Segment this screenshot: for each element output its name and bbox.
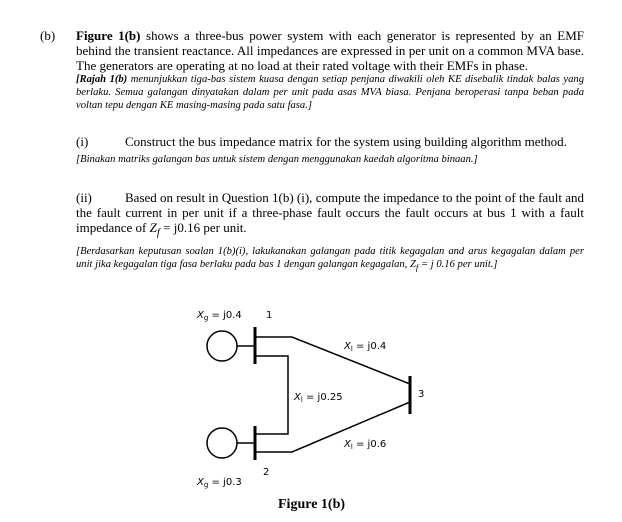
fault-impedance-value: = j0.16 [159,220,201,235]
generator-1-icon [207,331,237,361]
fault-impedance-subscript: f [156,226,160,239]
subquestion-ii-malay-text: [Berdasarkan keputusan soalan 1(b)(i), lakukanakan galangan pada titik kegagalan and arus kegagalan dalam per unit jika kegagalan tiga fasa berlaku pada bas 1 dengan galangan kegagalan, Z [76,245,584,270]
line-1-2-label: $X_l = j0.25$ [294,392,343,404]
intro-text: shows a three-bus power system with each generator is represented by an EMF behind the transient reactance. All impedances are expressed in per unit on a common MVA base. The generators are operating at no load at their rated voltage with their EMFs in phase. [76,28,585,73]
xg2-label: $X_g = j0.3$ [197,477,242,489]
xg1-label: $X_g = j0.4$ [197,310,242,322]
subquestion-ii-malay-subscript: f [415,261,419,272]
malay-figure-reference: [Rajah 1(b) [76,74,128,85]
line-2-3-label: $X_l = j0.6$ [344,439,387,451]
subquestion-ii-text: Based on result in Question 1(b) (i), compute the impedance to the point of the fault and the fault current in per unit if a three-phase fault occurs the fault occurs at bus 1 with a fault impedance of [76,190,584,235]
line-1-3 [255,337,410,384]
fault-impedance-symbol: Z [149,220,157,235]
subquestion-ii-number: (ii) [76,190,92,205]
generator-2-icon [207,428,237,458]
line-1-2 [255,356,288,434]
figure-reference: Figure 1(b) [76,28,141,43]
line-2-3 [255,402,410,452]
bus-3-label: 3 [418,389,425,400]
subquestion-i-text: Construct the bus impedance matrix for the system using building algorithm method. [125,134,567,149]
subquestion-i-malay: [Binakan matriks galangan bas untuk sistem dengan menggunakan kaedah algoritma binaan.] [76,154,478,165]
subquestion-i-number: (i) [76,134,89,149]
malay-intro-text: menunjukkan tiga-bas sistem kuasa dengan setiap penjana diwakili oleh KE disebalik tindak balas yang berlaku. Semua galangan dinyatakan dalam per unit pada asas MVA biasa. Penjana beroperasi tanpa beban pada voltan tepu dengan KE masing-masing pada satu fasa.] [76,74,584,111]
question-label: (b) [40,28,56,43]
line-1-3-label: $X_l = j0.4$ [344,341,387,353]
subquestion-ii-malay-end: = j 0.16 per unit.] [418,258,498,270]
bus-2-label: 2 [263,467,270,478]
subquestion-ii-text-end: per unit. [200,220,247,235]
bus-1-label: 1 [266,310,273,321]
figure-caption: Figure 1(b) [278,497,346,512]
